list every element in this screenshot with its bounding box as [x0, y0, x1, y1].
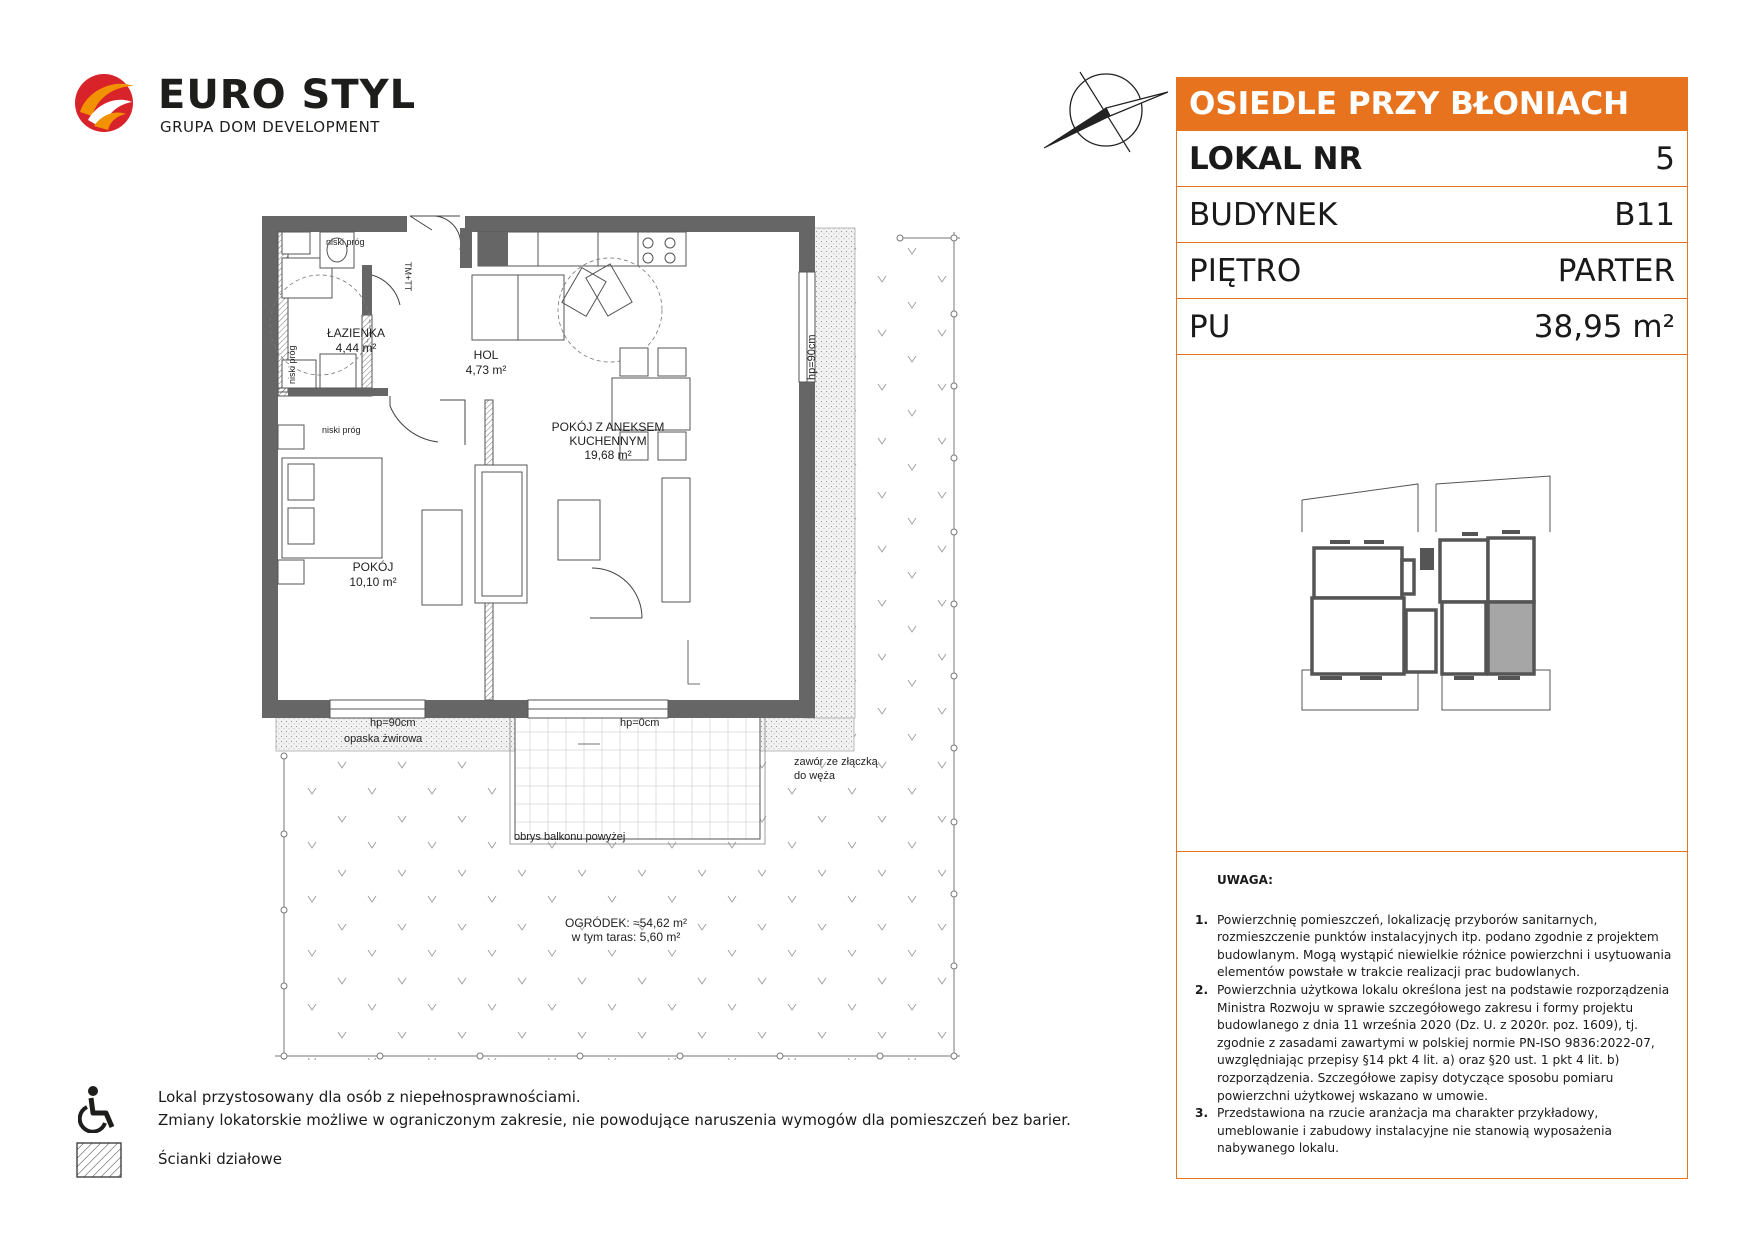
info-label: PU: [1189, 309, 1231, 345]
hall-label: HOL: [473, 348, 499, 362]
hall-area: 4,73 m²: [465, 363, 507, 377]
garden-area-label: OGRÓDEK: ≈54,62 m²: [565, 916, 687, 930]
note-text: Powierzchnia użytkowa lokalu określona jest na podstawie rozporządzenia Ministra Rozwoju w sprawie szczegółowego zakresu i formy projektu budowlanego z dnia 11 września 2020 (Dz. U. z 2020r. poz. 1609), tj. zgodnie z zasadami zawartymi w polskiej normie PN-ISO 9836:2022-07, uwzględniając przepisy §14 pkt 4 lit. a) oraz §20 ust. 1 pkt 4 lit. b) rozporządzenia. Szczegółowe zapisy dotyczące sposobu pomiaru powierzchni użytkowej wskazano w umowie.: [1217, 982, 1670, 1103]
living-room-area: 19,68 m²: [584, 448, 632, 462]
partition-legend-text: Ścianki działowe: [158, 1150, 282, 1168]
window-sill-height-note: hp=90cm: [806, 334, 818, 380]
valve-note-line2: do węża: [794, 770, 835, 782]
note-text: Przedstawiona na rzucie aranżacja ma charakter przykładowy, umeblowanie i zabudowy instalacyjne nie stanowią wyposażenia nabywanego lokalu.: [1217, 1106, 1613, 1156]
info-value: B11: [1614, 197, 1675, 233]
low-threshold-note: niski próg: [287, 345, 297, 384]
note-number: 3.: [1195, 1106, 1209, 1121]
note-number: 2.: [1195, 982, 1209, 997]
note-item: [1195, 982, 1675, 1105]
partition-wall-hatch-icon: [76, 1142, 122, 1178]
balcony-outline-note: obrys balkonu powyżej: [514, 831, 626, 843]
note-item: [1195, 1105, 1675, 1158]
notes-section: [1195, 872, 1675, 1158]
info-row-lokal: [1177, 131, 1687, 187]
info-label: BUDYNEK: [1189, 197, 1338, 233]
low-threshold-note: niski próg: [326, 237, 365, 247]
info-row-budynek: [1177, 187, 1687, 243]
note-number: 1.: [1195, 912, 1209, 927]
door-sill-height-note: hp=0cm: [620, 717, 660, 729]
note-text: Powierzchnię pomieszczeń, lokalizację przyborów sanitarnych, rozmieszczenie punktów instalacyjnych itp. podano zgodnie z projektem budowlanym. Mogą wystąpić niewielkie różnice powierzchni i usytuowania elementów powstałe w trakcie realizacji prac budowlanych.: [1217, 912, 1672, 980]
compass-north-arrow-icon: [1040, 64, 1170, 156]
notes-heading: UWAGA:: [1217, 873, 1273, 887]
low-threshold-note: niski próg: [322, 425, 361, 435]
building-key-plan: [1290, 470, 1580, 715]
brand-name: EURO STYL: [158, 72, 417, 118]
accessible-text-line1: Lokal przystosowany dla osób z niepełnosprawnościami.: [158, 1088, 581, 1106]
gravel-strip-note: opaska żwirowa: [344, 733, 423, 745]
living-room-label-line1: POKÓJ Z ANEKSEM: [551, 420, 665, 434]
flame-logo-icon: [72, 72, 142, 134]
info-value: PARTER: [1557, 253, 1675, 289]
living-room-label-line2: KUCHENNYM: [569, 434, 647, 448]
info-row-pietro: [1177, 243, 1687, 299]
wheelchair-icon: [78, 1085, 122, 1133]
bedroom-label: POKÓJ: [352, 560, 394, 574]
note-item: [1195, 912, 1675, 982]
valve-note-line1: zawór ze złączką: [794, 756, 878, 768]
info-value: 38,95 m²: [1533, 309, 1675, 345]
info-value: 5: [1655, 141, 1675, 177]
bathroom-label: ŁAZIENKA: [326, 326, 386, 340]
notes-divider: [1177, 851, 1687, 852]
bathroom-area: 4,44 m²: [335, 341, 377, 355]
window-sill-height-note: hp=90cm: [370, 717, 416, 729]
tm-tt-note: TM+TT: [403, 262, 413, 292]
bedroom-area: 10,10 m²: [349, 575, 397, 589]
info-label: LOKAL NR: [1189, 141, 1363, 177]
estate-title: OSIEDLE PRZY BŁONIACH: [1177, 78, 1687, 131]
info-row-pu: [1177, 299, 1687, 355]
brand-subtitle: GRUPA DOM DEVELOPMENT: [160, 118, 380, 136]
info-label: PIĘTRO: [1189, 253, 1302, 289]
terrace-area-label: w tym taras: 5,60 m²: [571, 930, 681, 944]
accessible-text-line2: Zmiany lokatorskie możliwe w ograniczonym zakresie, nie powodujące naruszenia wymogów dla pomieszczeń bez barier.: [158, 1111, 1071, 1129]
